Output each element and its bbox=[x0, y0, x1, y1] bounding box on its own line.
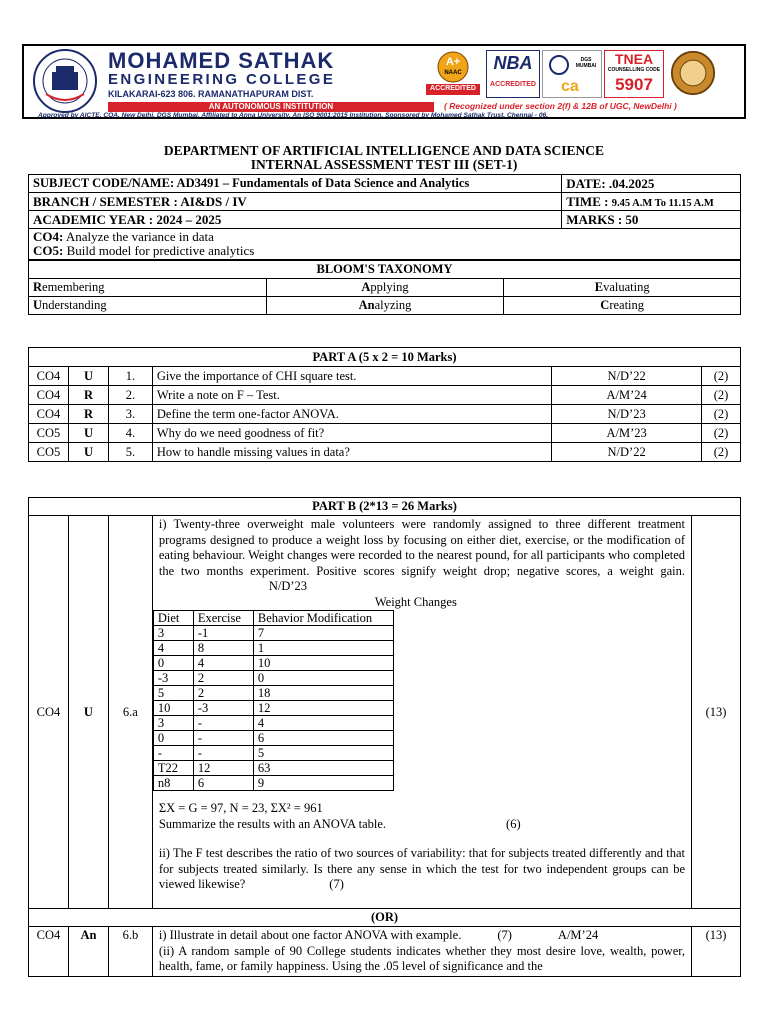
weight-table-cell: 4 bbox=[253, 715, 393, 730]
anniversary-seal-icon bbox=[668, 50, 718, 96]
weight-table-row bbox=[153, 685, 393, 700]
marks-cell: MARKS : 50 bbox=[562, 211, 741, 229]
q6b-marks: (13) bbox=[692, 927, 741, 977]
q6b-marks-i: (7) bbox=[497, 928, 512, 942]
weight-table-cell: 3 bbox=[153, 625, 193, 640]
autonomous-bar: AN AUTONOMOUS INSTITUTION bbox=[108, 102, 434, 112]
weight-changes-title: Weight Changes bbox=[374, 594, 457, 609]
recognition-text: ( Recognized under section 2(f) & 12B of UGC, NewDelhi ) bbox=[444, 101, 677, 111]
course-outcomes-cell bbox=[29, 229, 741, 260]
part-a-marks: (2) bbox=[702, 405, 741, 424]
tnea-badge bbox=[604, 50, 664, 98]
college-name: MOHAMED SATHAK bbox=[108, 48, 335, 73]
weight-table-cell: 63 bbox=[253, 760, 393, 775]
q6a-summarize-marks: (6) bbox=[506, 816, 521, 831]
weight-table-row bbox=[153, 745, 393, 760]
weight-table-cell: 2 bbox=[193, 685, 253, 700]
part-a-q: Define the term one-factor ANOVA. bbox=[152, 405, 551, 424]
weight-table-row bbox=[153, 640, 393, 655]
part-a-table bbox=[28, 347, 741, 462]
weight-table-cell: 4 bbox=[153, 640, 193, 655]
part-b-table bbox=[28, 497, 741, 977]
weight-table-cell: 7 bbox=[253, 625, 393, 640]
q6a-marks: (13) bbox=[692, 516, 741, 909]
blooms-title: BLOOM'S TAXONOMY bbox=[29, 261, 741, 279]
weight-table-cell: -3 bbox=[193, 700, 253, 715]
part-a-row bbox=[29, 386, 741, 405]
approval-text: Approved by AICTE, COA, New Delhi, DGS Mumbai, Affiliated to Anna University, An ISO 9001:2015 Institution, Sponsored by Mohamed Sathak Trust, Chennai - 06. bbox=[38, 112, 549, 119]
weight-table-cell: 0 bbox=[153, 730, 193, 745]
weight-table-row bbox=[153, 760, 393, 775]
part-a-q: How to handle missing values in data? bbox=[152, 443, 551, 462]
blooms-analyzing: Analyzing bbox=[266, 297, 504, 315]
part-a-level: U bbox=[68, 443, 108, 462]
weight-table-cell: 6 bbox=[193, 775, 253, 790]
weight-table-cell: 3 bbox=[153, 715, 193, 730]
part-a-marks: (2) bbox=[702, 424, 741, 443]
part-a-ref: A/M’23 bbox=[552, 424, 702, 443]
weight-table-header: Exercise bbox=[193, 610, 253, 625]
weight-table-cell: 5 bbox=[153, 685, 193, 700]
co5-label: CO5: bbox=[33, 243, 64, 258]
q6a-summarize: Summarize the results with an ANOVA table. bbox=[158, 816, 387, 831]
naac-accredited: ACCREDITED bbox=[430, 85, 476, 92]
co4-text: Analyze the variance in data bbox=[63, 229, 214, 244]
weight-table-cell: T22 bbox=[153, 760, 193, 775]
weight-table-cell: 10 bbox=[253, 655, 393, 670]
part-a-co: CO4 bbox=[29, 405, 69, 424]
college-subtitle: ENGINEERING COLLEGE bbox=[108, 71, 336, 88]
naac-grade: A+ bbox=[445, 56, 461, 68]
q6b-text bbox=[152, 927, 691, 977]
part-b-title: PART B (2*13 = 26 Marks) bbox=[29, 498, 741, 516]
weight-table-row bbox=[153, 670, 393, 685]
part-a-ref: N/D’22 bbox=[552, 443, 702, 462]
weight-table-row bbox=[153, 655, 393, 670]
blooms-applying: Applying bbox=[266, 279, 504, 297]
tnea-sub: COUNSELLING CODE bbox=[607, 67, 661, 73]
part-a-q: Give the importance of CHI square test. bbox=[152, 367, 551, 386]
part-a-ref: A/M’24 bbox=[552, 386, 702, 405]
q6a-text-i: i) Twenty-three overweight male volunteers were randomly assigned to three different treatment programs designed to produce a weight loss by focusing on either diet, exercise, or the modification of eating behaviour. Weight changes were recorded to the nearest pound, for all participants who completed the two months experiment. Positive scores signify weight drop; negative scores, a weight gain. bbox=[158, 517, 686, 578]
tnea-code: 5907 bbox=[615, 75, 653, 94]
part-a-marks: (2) bbox=[702, 443, 741, 462]
weight-table-row bbox=[153, 700, 393, 715]
dgs-badge bbox=[542, 50, 602, 98]
weight-changes-table bbox=[153, 610, 394, 791]
weight-table-row bbox=[153, 715, 393, 730]
blooms-evaluating: Evaluating bbox=[504, 279, 741, 297]
weight-table-cell: 10 bbox=[153, 700, 193, 715]
nba-accredited: ACCREDITED bbox=[490, 81, 536, 88]
weight-table-cell: - bbox=[193, 715, 253, 730]
q6a-text bbox=[152, 516, 691, 909]
date-cell: DATE: .04.2025 bbox=[562, 175, 741, 193]
q6a-number: 6.a bbox=[108, 516, 152, 909]
part-a-co: CO5 bbox=[29, 443, 69, 462]
q6b-number: 6.b bbox=[108, 927, 152, 977]
weight-table-cell: 12 bbox=[253, 700, 393, 715]
part-a-title: PART A (5 x 2 = 10 Marks) bbox=[29, 348, 741, 367]
weight-table-cell: 12 bbox=[193, 760, 253, 775]
q6a-text-ii: ii) The F test describes the ratio of two sources of variability: that for subjects treated differently and that for subjects treated similarly. Is there any sense in which the test for two independent groups can be viewed likewise? bbox=[158, 846, 686, 892]
co5-text: Build model for predictive analytics bbox=[63, 243, 255, 258]
part-a-no: 1. bbox=[108, 367, 152, 386]
q6b-level: An bbox=[68, 927, 108, 977]
weight-table-header: Behavior Modification bbox=[253, 610, 393, 625]
weight-table-cell: 9 bbox=[253, 775, 393, 790]
weight-table-header: Diet bbox=[153, 610, 193, 625]
part-a-level: R bbox=[68, 386, 108, 405]
time-cell bbox=[562, 193, 741, 211]
q6b-co: CO4 bbox=[29, 927, 69, 977]
tnea-label: TNEA bbox=[614, 51, 654, 67]
time-label: TIME : bbox=[566, 193, 612, 209]
q6a-ref: N/D’23 bbox=[268, 579, 308, 594]
weight-table-cell: 4 bbox=[193, 655, 253, 670]
test-title: INTERNAL ASSESSMENT TEST III (SET-1) bbox=[250, 157, 518, 172]
q6b-ref: A/M’24 bbox=[557, 928, 599, 942]
blooms-creating: Creating bbox=[504, 297, 741, 315]
blooms-remembering: Remembering bbox=[29, 279, 267, 297]
weight-table-cell: -3 bbox=[153, 670, 193, 685]
weight-table-cell: 2 bbox=[193, 670, 253, 685]
weight-table-row bbox=[153, 625, 393, 640]
naac-badge bbox=[422, 50, 484, 96]
weight-table-cell: n8 bbox=[153, 775, 193, 790]
part-a-q: Write a note on F – Test. bbox=[152, 386, 551, 405]
part-a-row bbox=[29, 405, 741, 424]
part-a-level: U bbox=[68, 367, 108, 386]
part-a-ref: N/D’22 bbox=[552, 367, 702, 386]
part-a-row bbox=[29, 424, 741, 443]
part-a-no: 2. bbox=[108, 386, 152, 405]
part-a-co: CO4 bbox=[29, 367, 69, 386]
weight-table-row bbox=[153, 730, 393, 745]
blooms-understanding: Understanding bbox=[29, 297, 267, 315]
academic-year-cell: ACADEMIC YEAR : 2024 – 2025 bbox=[29, 211, 562, 229]
weight-table-cell: 1 bbox=[253, 640, 393, 655]
part-a-level: U bbox=[68, 424, 108, 443]
weight-table-cell: - bbox=[193, 730, 253, 745]
svg-text:ca: ca bbox=[561, 78, 579, 95]
department-title: DEPARTMENT OF ARTIFICIAL INTELLIGENCE AND DATA SCIENCE bbox=[163, 143, 605, 158]
naac-label: NAAC bbox=[444, 70, 462, 76]
q6a-level: U bbox=[68, 516, 108, 909]
dgs-label: DGS MUMBAI bbox=[575, 57, 597, 69]
weight-table-cell: 18 bbox=[253, 685, 393, 700]
q6b-text-ii: (ii) A random sample of 90 College students indicates whether they most desire love, wealth, power, health, fame, or family happiness. Using the .05 level of significance and the bbox=[158, 943, 686, 974]
q6a-co: CO4 bbox=[29, 516, 69, 909]
part-a-ref: N/D’23 bbox=[552, 405, 702, 424]
exam-info-table bbox=[28, 174, 741, 260]
weight-table-row bbox=[153, 775, 393, 790]
part-a-no: 3. bbox=[108, 405, 152, 424]
weight-table-cell: 0 bbox=[153, 655, 193, 670]
q6a-summary: ΣX = G = 97, N = 23, ΣX² = 961 bbox=[158, 800, 323, 815]
co4-label: CO4: bbox=[33, 229, 64, 244]
part-a-marks: (2) bbox=[702, 367, 741, 386]
part-a-q: Why do we need goodness of fit? bbox=[152, 424, 551, 443]
part-a-co: CO5 bbox=[29, 424, 69, 443]
branch-cell: BRANCH / SEMESTER : AI&DS / IV bbox=[29, 193, 562, 211]
weight-table-cell: 5 bbox=[253, 745, 393, 760]
time-value: 9.45 A.M To 11.15 A.M bbox=[611, 197, 714, 209]
nba-badge bbox=[486, 50, 540, 98]
weight-table-cell: -1 bbox=[193, 625, 253, 640]
part-a-marks: (2) bbox=[702, 386, 741, 405]
college-banner bbox=[22, 44, 746, 119]
subject-cell: SUBJECT CODE/NAME: AD3491 – Fundamentals of Data Science and Analytics bbox=[29, 175, 562, 193]
weight-table-cell: - bbox=[193, 745, 253, 760]
q6a-marks-ii: (7) bbox=[329, 877, 344, 892]
weight-table-cell: 6 bbox=[253, 730, 393, 745]
part-a-row bbox=[29, 443, 741, 462]
weight-table-cell: 0 bbox=[253, 670, 393, 685]
part-a-no: 4. bbox=[108, 424, 152, 443]
nba-label: NBA bbox=[493, 53, 533, 73]
part-a-level: R bbox=[68, 405, 108, 424]
weight-table-cell: 8 bbox=[193, 640, 253, 655]
or-separator: (OR) bbox=[29, 909, 741, 927]
part-a-no: 5. bbox=[108, 443, 152, 462]
part-a-row bbox=[29, 367, 741, 386]
q6b-text-i: i) Illustrate in detail about one factor ANOVA with example. bbox=[158, 928, 462, 942]
blooms-table bbox=[28, 260, 741, 315]
college-logo-icon bbox=[32, 48, 98, 114]
part-a-co: CO4 bbox=[29, 386, 69, 405]
weight-table-cell: - bbox=[153, 745, 193, 760]
college-address: KILAKARAI-623 806. RAMANATHAPURAM DIST. bbox=[108, 89, 314, 99]
